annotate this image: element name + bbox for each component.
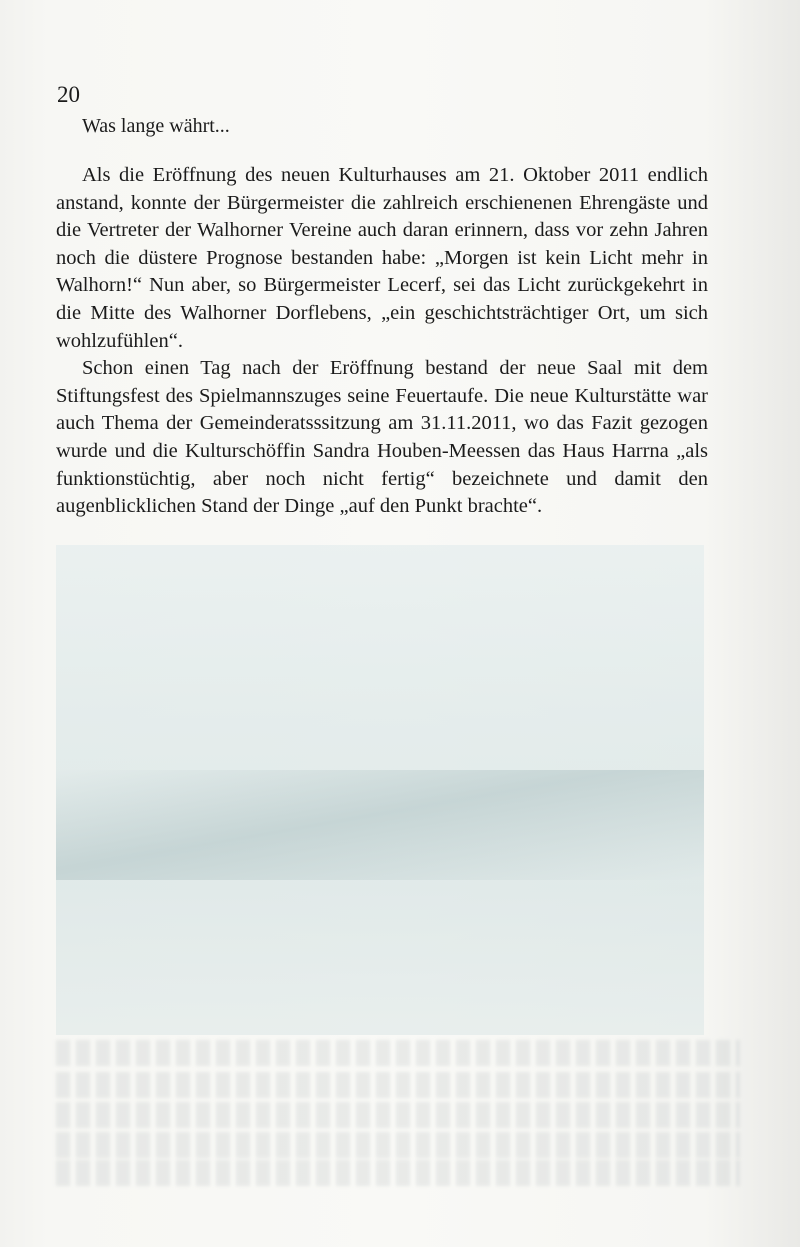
paragraph: Schon einen Tag nach der Eröffnung bestand der neue Saal mit dem Stiftungsfest des Spielmannszuges seine Feuertaufe. Die neue Kulturstätte war auch Thema der Gemeinderatsssitzung am 31.11.2011, wo das Fazit gezogen wurde und die Kulturschöffin Sandra Houben-Meessen das Haus Harrna „als funktionstüchtig, aber noch nicht fertig“ bezeichnete und damit den augenblicklichen Stand der Dinge „auf den Punkt brachte“. xyxy=(56,357,708,518)
paragraph: Als die Eröffnung des neuen Kulturhauses am 21. Oktober 2011 endlich anstand, konnte der Bürgermeister die zahlreich erschienenen Ehrengäste und die Vertreter der Walhorner Vereine auch daran erinnern, dass vor zehn Jahren noch die düstere Prognose bestanden habe: „Morgen ist kein Licht mehr in Walhorn!“ Nun aber, so Bürgermeister Lecerf, sei das Licht zurückgekehrt in die Mitte des Walhorner Dorflebens, „ein geschichtsträchtiger Ort, um sich wohlzufühlen“. xyxy=(56,164,708,352)
page-number: 20 xyxy=(57,82,80,107)
bleed-through-shadow xyxy=(56,770,704,880)
bleed-through-line xyxy=(56,1040,740,1066)
bleed-through-line xyxy=(56,1102,740,1128)
bleed-through-line xyxy=(56,1072,740,1098)
bleed-through-line xyxy=(56,1160,740,1186)
bleed-through-line xyxy=(56,1132,740,1158)
running-head: Was lange währt... xyxy=(82,115,230,137)
body-text xyxy=(56,162,708,521)
